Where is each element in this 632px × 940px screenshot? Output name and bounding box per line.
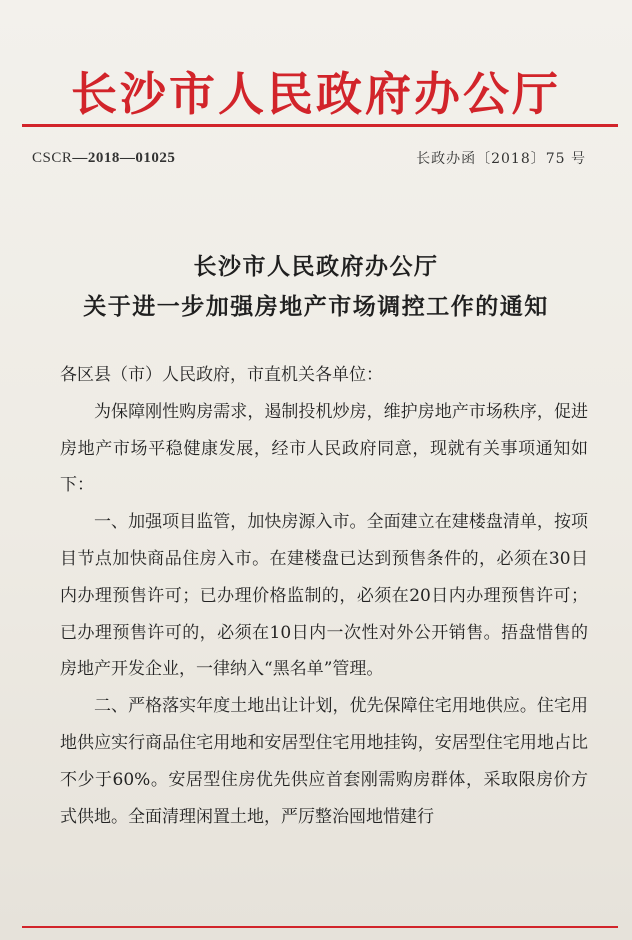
document-body (60, 357, 588, 835)
document-code-prefix: CSCR (32, 150, 73, 166)
issuer-header-title: 长沙市人民政府办公厅 (71, 67, 561, 121)
red-divider-top (22, 124, 618, 127)
paragraph-section-2: 二、严格落实年度土地出让计划，优先保障住宅用地供应。住宅用地供应实行商品住宅用地和安居型住宅用地挂钩，安居型住宅用地占比不少于60%。安居型住房优先供应首套刚需购房群体，采取限房价方式供地。全面清理闲置土地，严厉整治囤地惜建行 (60, 696, 588, 827)
paragraph-section-1: 一、加强项目监管，加快房源入市。全面建立在建楼盘清单，按项目节点加快商品住房入市。在建楼盘已达到预售条件的，必须在30日内办理预售许可；已办理价格监制的，必须在20日内办理预售许可；已办理预售许可的，必须在10日内一次性对外公开销售。捂盘惜售的房地产开发企业，一律纳入“黑名单”管理。 (60, 512, 588, 680)
notice-title-line2: 关于进一步加强房地产市场调控工作的通知 (83, 294, 549, 320)
document-code (32, 150, 175, 167)
paragraph-intro: 为保障刚性购房需求，遏制投机炒房，维护房地产市场秩序，促进房地产市场平稳健康发展，经市人民政府同意，现就有关事项通知如下： (60, 401, 588, 496)
red-divider-bottom (22, 926, 618, 928)
notice-title-line1: 长沙市人民政府办公厅 (193, 254, 439, 280)
salutation: 各区县（市）人民政府，市直机关各单位： (60, 365, 383, 385)
document-number: 长政办函〔2018〕75 号 (416, 151, 586, 167)
document-code-number: —2018—01025 (72, 150, 176, 166)
